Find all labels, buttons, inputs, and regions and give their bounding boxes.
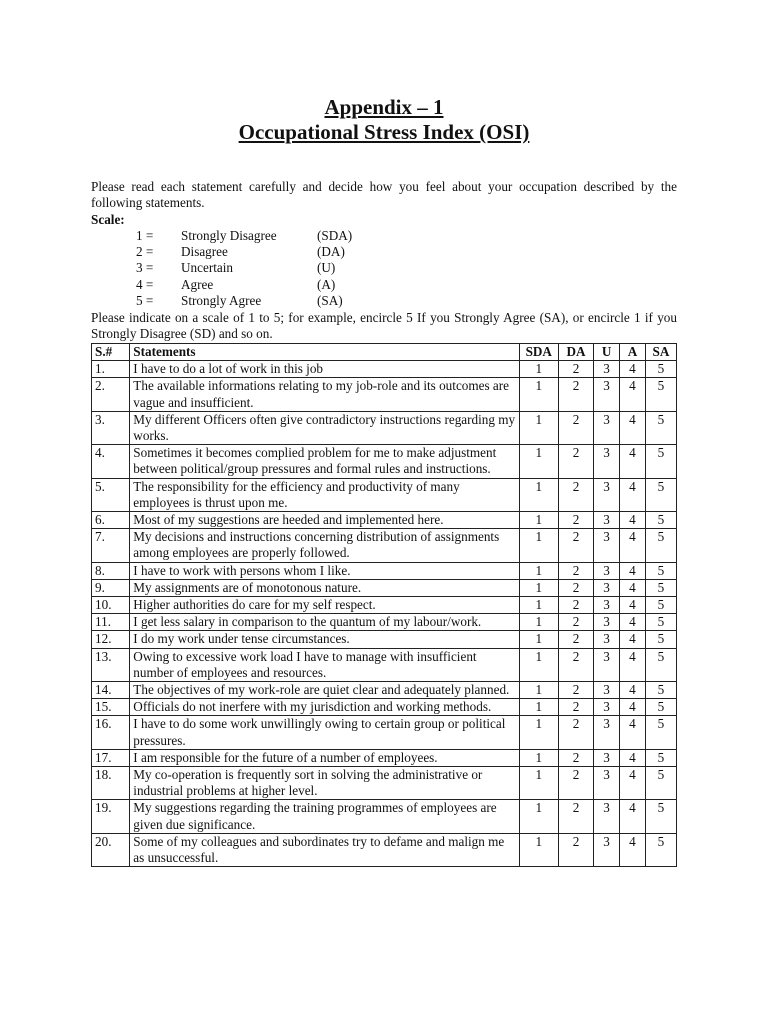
row-statement: I get less salary in comparison to the quantum of my labour/work. bbox=[130, 614, 519, 631]
rating-da[interactable]: 2 bbox=[558, 749, 593, 766]
rating-u[interactable]: 3 bbox=[594, 529, 620, 562]
rating-a[interactable]: 4 bbox=[620, 411, 646, 444]
rating-a[interactable]: 4 bbox=[620, 614, 646, 631]
rating-u[interactable]: 3 bbox=[594, 631, 620, 648]
rating-da[interactable]: 2 bbox=[558, 682, 593, 699]
rating-a[interactable]: 4 bbox=[620, 749, 646, 766]
rating-sda[interactable]: 1 bbox=[519, 579, 558, 596]
title-block bbox=[0, 95, 768, 145]
rating-u[interactable]: 3 bbox=[594, 648, 620, 681]
row-number: 20. bbox=[92, 833, 130, 866]
table-body bbox=[92, 361, 677, 867]
scale-label-text: Strongly Disagree bbox=[181, 228, 277, 243]
row-number: 2. bbox=[92, 378, 130, 411]
table-row bbox=[92, 378, 677, 411]
table-row bbox=[92, 478, 677, 511]
rating-sa[interactable]: 5 bbox=[645, 411, 676, 444]
rating-u[interactable]: 3 bbox=[594, 716, 620, 749]
rating-sda[interactable]: 1 bbox=[519, 749, 558, 766]
scale-number: 4 = bbox=[136, 276, 154, 292]
scale-label: Scale: bbox=[91, 212, 125, 227]
rating-sa[interactable]: 5 bbox=[645, 562, 676, 579]
instruction-paragraph: Please indicate on a scale of 1 to 5; for example, encircle 5 If you Strongly Agree (SA), or encircle 1 if you Strongly Disagree (SD) and so on. bbox=[91, 310, 677, 342]
rating-a[interactable]: 4 bbox=[620, 800, 646, 833]
rating-da[interactable]: 2 bbox=[558, 378, 593, 411]
table-row bbox=[92, 529, 677, 562]
rating-da[interactable]: 2 bbox=[558, 361, 593, 378]
rating-a[interactable]: 4 bbox=[620, 445, 646, 478]
rating-u[interactable]: 3 bbox=[594, 749, 620, 766]
rating-da[interactable]: 2 bbox=[558, 512, 593, 529]
table-row bbox=[92, 411, 677, 444]
rating-sda[interactable]: 1 bbox=[519, 478, 558, 511]
rating-sa[interactable]: 5 bbox=[645, 597, 676, 614]
rating-sa[interactable]: 5 bbox=[645, 648, 676, 681]
row-number: 9. bbox=[92, 579, 130, 596]
row-number: 15. bbox=[92, 699, 130, 716]
rating-da[interactable]: 2 bbox=[558, 833, 593, 866]
row-number: 10. bbox=[92, 597, 130, 614]
rating-sda[interactable]: 1 bbox=[519, 411, 558, 444]
rating-da[interactable]: 2 bbox=[558, 478, 593, 511]
table-row bbox=[92, 631, 677, 648]
rating-sa[interactable]: 5 bbox=[645, 361, 676, 378]
rating-sda[interactable]: 1 bbox=[519, 699, 558, 716]
row-number: 19. bbox=[92, 800, 130, 833]
rating-a[interactable]: 4 bbox=[620, 767, 646, 800]
table-row bbox=[92, 767, 677, 800]
row-number: 1. bbox=[92, 361, 130, 378]
rating-u[interactable]: 3 bbox=[594, 579, 620, 596]
rating-sa[interactable]: 5 bbox=[645, 800, 676, 833]
rating-sda[interactable]: 1 bbox=[519, 378, 558, 411]
rating-sda[interactable]: 1 bbox=[519, 767, 558, 800]
row-statement: I am responsible for the future of a number of employees. bbox=[130, 749, 519, 766]
rating-a[interactable]: 4 bbox=[620, 579, 646, 596]
rating-u[interactable]: 3 bbox=[594, 699, 620, 716]
rating-a[interactable]: 4 bbox=[620, 833, 646, 866]
rating-u[interactable]: 3 bbox=[594, 445, 620, 478]
rating-sda[interactable]: 1 bbox=[519, 562, 558, 579]
rating-a[interactable]: 4 bbox=[620, 378, 646, 411]
row-statement: The available informations relating to my job-role and its outcomes are vague and insufficient. bbox=[130, 378, 519, 411]
rating-sda[interactable]: 1 bbox=[519, 648, 558, 681]
rating-da[interactable]: 2 bbox=[558, 562, 593, 579]
rating-a[interactable]: 4 bbox=[620, 648, 646, 681]
rating-u[interactable]: 3 bbox=[594, 378, 620, 411]
rating-sda[interactable]: 1 bbox=[519, 716, 558, 749]
row-statement: Sometimes it becomes complied problem for me to make adjustment between political/group pressures and formal rules and instructions. bbox=[130, 445, 519, 478]
rating-u[interactable]: 3 bbox=[594, 361, 620, 378]
rating-a[interactable]: 4 bbox=[620, 682, 646, 699]
scale-label-text: Uncertain bbox=[181, 260, 233, 276]
rating-a[interactable]: 4 bbox=[620, 631, 646, 648]
rating-sa[interactable]: 5 bbox=[645, 833, 676, 866]
header-sn: S.# bbox=[92, 344, 130, 361]
rating-u[interactable]: 3 bbox=[594, 767, 620, 800]
rating-sa[interactable]: 5 bbox=[645, 631, 676, 648]
row-statement: The objectives of my work-role are quiet clear and adequately planned. bbox=[130, 682, 519, 699]
rating-da[interactable]: 2 bbox=[558, 411, 593, 444]
rating-sda[interactable]: 1 bbox=[519, 833, 558, 866]
scale-item bbox=[136, 228, 436, 244]
row-statement: I do my work under tense circumstances. bbox=[130, 631, 519, 648]
row-number: 4. bbox=[92, 445, 130, 478]
rating-da[interactable]: 2 bbox=[558, 579, 593, 596]
rating-sda[interactable]: 1 bbox=[519, 614, 558, 631]
row-statement: Owing to excessive work load I have to manage with insufficient number of employees and resources. bbox=[130, 648, 519, 681]
table-row bbox=[92, 597, 677, 614]
rating-sa[interactable]: 5 bbox=[645, 478, 676, 511]
rating-sda[interactable]: 1 bbox=[519, 631, 558, 648]
table-row bbox=[92, 749, 677, 766]
scale-item bbox=[136, 244, 436, 260]
rating-sa[interactable]: 5 bbox=[645, 699, 676, 716]
row-number: 11. bbox=[92, 614, 130, 631]
row-statement: Most of my suggestions are heeded and implemented here. bbox=[130, 512, 519, 529]
row-statement: I have to work with persons whom I like. bbox=[130, 562, 519, 579]
scale-number: 3 = bbox=[136, 260, 154, 276]
rating-a[interactable]: 4 bbox=[620, 512, 646, 529]
rating-da[interactable]: 2 bbox=[558, 716, 593, 749]
rating-a[interactable]: 4 bbox=[620, 562, 646, 579]
table-row bbox=[92, 682, 677, 699]
header-sda: SDA bbox=[519, 344, 558, 361]
scale-list bbox=[136, 228, 436, 309]
scale-label-text: Agree bbox=[181, 276, 214, 292]
row-number: 16. bbox=[92, 716, 130, 749]
rating-sa[interactable]: 5 bbox=[645, 614, 676, 631]
scale-number: 1 = bbox=[136, 228, 154, 243]
rating-da[interactable]: 2 bbox=[558, 648, 593, 681]
row-number: 8. bbox=[92, 562, 130, 579]
rating-sa[interactable]: 5 bbox=[645, 512, 676, 529]
appendix-title: Appendix – 1 bbox=[324, 95, 444, 119]
rating-da[interactable]: 2 bbox=[558, 800, 593, 833]
rating-da[interactable]: 2 bbox=[558, 529, 593, 562]
table-header-row bbox=[92, 344, 677, 361]
rating-u[interactable]: 3 bbox=[594, 800, 620, 833]
rating-u[interactable]: 3 bbox=[594, 614, 620, 631]
scale-abbreviation: (DA) bbox=[317, 244, 345, 260]
header-statements: Statements bbox=[130, 344, 519, 361]
osi-table bbox=[91, 343, 677, 867]
table-row bbox=[92, 699, 677, 716]
table-row bbox=[92, 562, 677, 579]
rating-sa[interactable]: 5 bbox=[645, 579, 676, 596]
table-row bbox=[92, 512, 677, 529]
row-statement: Some of my colleagues and subordinates try to defame and malign me as unsuccessful. bbox=[130, 833, 519, 866]
scale-label-text: Disagree bbox=[181, 244, 228, 260]
rating-sa[interactable]: 5 bbox=[645, 682, 676, 699]
osi-title: Occupational Stress Index (OSI) bbox=[238, 120, 530, 144]
scale-item bbox=[136, 277, 436, 293]
table-row bbox=[92, 361, 677, 378]
header-sa: SA bbox=[645, 344, 676, 361]
row-number: 18. bbox=[92, 767, 130, 800]
rating-u[interactable]: 3 bbox=[594, 478, 620, 511]
table-row bbox=[92, 579, 677, 596]
rating-da[interactable]: 2 bbox=[558, 699, 593, 716]
table-row bbox=[92, 716, 677, 749]
row-number: 12. bbox=[92, 631, 130, 648]
rating-u[interactable]: 3 bbox=[594, 682, 620, 699]
row-statement: I have to do a lot of work in this job bbox=[130, 361, 519, 378]
table-row bbox=[92, 800, 677, 833]
rating-sa[interactable]: 5 bbox=[645, 716, 676, 749]
scale-label-text: Strongly Agree bbox=[181, 292, 262, 308]
row-statement: I have to do some work unwillingly owing to certain group or political pressures. bbox=[130, 716, 519, 749]
rating-a[interactable]: 4 bbox=[620, 699, 646, 716]
row-statement: My assignments are of monotonous nature. bbox=[130, 579, 519, 596]
row-statement: My suggestions regarding the training programmes of employees are given due significance. bbox=[130, 800, 519, 833]
rating-a[interactable]: 4 bbox=[620, 361, 646, 378]
rating-sa[interactable]: 5 bbox=[645, 767, 676, 800]
row-number: 17. bbox=[92, 749, 130, 766]
rating-a[interactable]: 4 bbox=[620, 529, 646, 562]
rating-da[interactable]: 2 bbox=[558, 445, 593, 478]
row-number: 13. bbox=[92, 648, 130, 681]
rating-sda[interactable]: 1 bbox=[519, 682, 558, 699]
rating-sda[interactable]: 1 bbox=[519, 512, 558, 529]
row-number: 6. bbox=[92, 512, 130, 529]
rating-sda[interactable]: 1 bbox=[519, 445, 558, 478]
rating-sda[interactable]: 1 bbox=[519, 529, 558, 562]
scale-number: 5 = bbox=[136, 292, 154, 308]
row-statement: My different Officers often give contradictory instructions regarding my works. bbox=[130, 411, 519, 444]
row-number: 5. bbox=[92, 478, 130, 511]
row-statement: My co-operation is frequently sort in solving the administrative or industrial problems at higher level. bbox=[130, 767, 519, 800]
scale-abbreviation: (A) bbox=[317, 276, 336, 292]
rating-da[interactable]: 2 bbox=[558, 767, 593, 800]
rating-sda[interactable]: 1 bbox=[519, 597, 558, 614]
row-statement: The responsibility for the efficiency and productivity of many employees is thrust upon me. bbox=[130, 478, 519, 511]
header-u: U bbox=[594, 344, 620, 361]
rating-u[interactable]: 3 bbox=[594, 833, 620, 866]
table-row bbox=[92, 445, 677, 478]
scale-abbreviation: (U) bbox=[317, 260, 336, 276]
rating-da[interactable]: 2 bbox=[558, 597, 593, 614]
rating-u[interactable]: 3 bbox=[594, 597, 620, 614]
rating-sa[interactable]: 5 bbox=[645, 378, 676, 411]
header-da: DA bbox=[558, 344, 593, 361]
row-number: 7. bbox=[92, 529, 130, 562]
row-statement: Higher authorities do care for my self respect. bbox=[130, 597, 519, 614]
scale-abbreviation: (SA) bbox=[317, 292, 343, 308]
table-row bbox=[92, 614, 677, 631]
rating-sa[interactable]: 5 bbox=[645, 749, 676, 766]
scale-item bbox=[136, 260, 436, 276]
scale-number: 2 = bbox=[136, 244, 154, 260]
rating-a[interactable]: 4 bbox=[620, 597, 646, 614]
scale-abbreviation: (SDA) bbox=[317, 228, 353, 243]
row-statement: My decisions and instructions concerning distribution of assignments among employees are properly followed. bbox=[130, 529, 519, 562]
row-number: 3. bbox=[92, 411, 130, 444]
rating-u[interactable]: 3 bbox=[594, 562, 620, 579]
rating-a[interactable]: 4 bbox=[620, 716, 646, 749]
rating-u[interactable]: 3 bbox=[594, 512, 620, 529]
rating-da[interactable]: 2 bbox=[558, 614, 593, 631]
rating-sa[interactable]: 5 bbox=[645, 529, 676, 562]
rating-sa[interactable]: 5 bbox=[645, 445, 676, 478]
scale-item bbox=[136, 293, 436, 309]
row-statement: Officials do not inerfere with my jurisdiction and working methods. bbox=[130, 699, 519, 716]
rating-sda[interactable]: 1 bbox=[519, 361, 558, 378]
rating-u[interactable]: 3 bbox=[594, 411, 620, 444]
table-row bbox=[92, 833, 677, 866]
rating-da[interactable]: 2 bbox=[558, 631, 593, 648]
table-row bbox=[92, 648, 677, 681]
rating-sda[interactable]: 1 bbox=[519, 800, 558, 833]
rating-a[interactable]: 4 bbox=[620, 478, 646, 511]
row-number: 14. bbox=[92, 682, 130, 699]
intro-paragraph: Please read each statement carefully and decide how you feel about your occupation described by the following statements. bbox=[91, 179, 677, 211]
header-a: A bbox=[620, 344, 646, 361]
